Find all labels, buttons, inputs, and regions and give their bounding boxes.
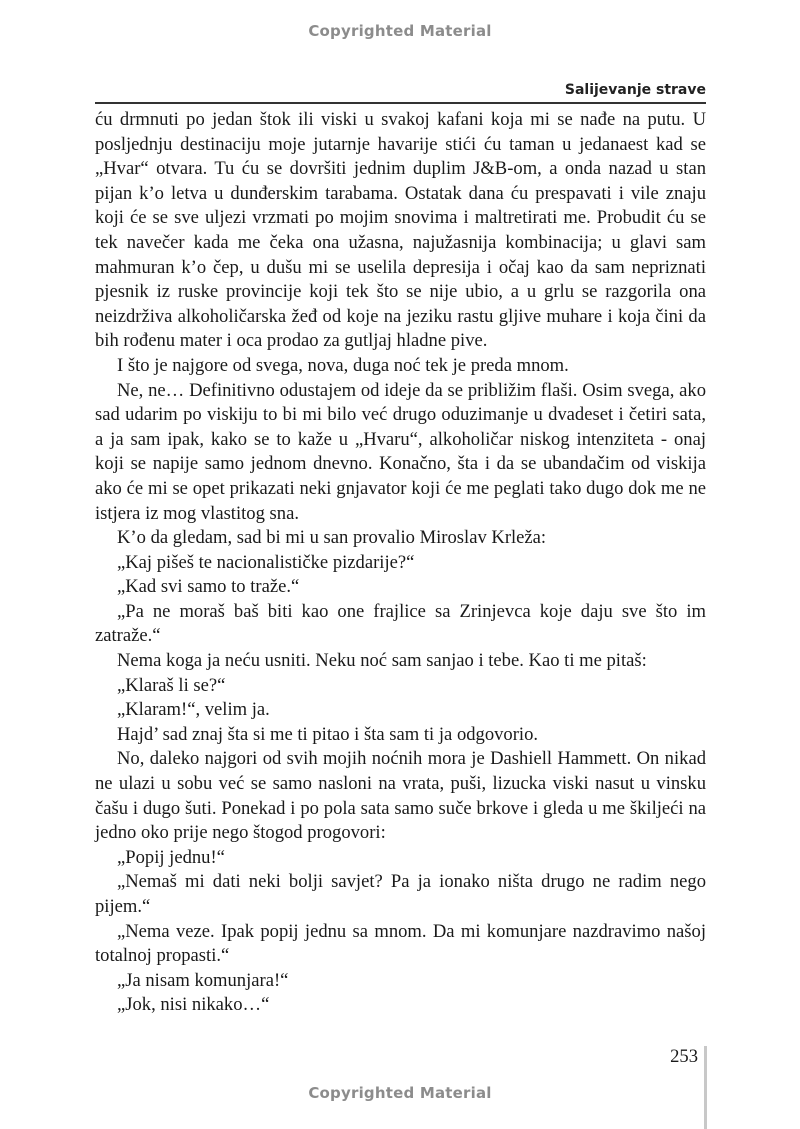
- paragraph: Nema koga ja neću usniti. Neku noć sam sanjao i tebe. Kao ti me pitaš:: [117, 650, 647, 672]
- paragraph: Hajd’ sad znaj šta si me ti pitao i šta sam ti ja odgovorio.: [117, 723, 539, 745]
- page-number: 253: [670, 1046, 698, 1067]
- dialogue-line: „Klaraš li se?“: [117, 674, 226, 696]
- copyright-notice-bottom: Copyrighted Material: [308, 1084, 492, 1102]
- dialogue-line: „Klaram!“, velim ja.: [117, 699, 270, 721]
- paragraph: Ne, ne… Definitivno odustajem od ideje da se približim flaši. Osim svega, ako sad udarim po viskiju to bi mi bilo već drugo oduzimanje u dvadeset i četiri sata, a ja sam ipak, kako se to kaže u „Hvaru“, alkoholičar niskog intenziteta - onaj koji se napije samo jednom dnevno. Konačno, šta i da se ubandačim od viskija ako će mi se opet prikazati neki gnjavator koji će me peglati tako dugo dok me ne istjera iz mog vlastitog sna.: [95, 379, 706, 524]
- header-rule: [95, 102, 706, 104]
- paragraph: I što je najgore od svega, nova, duga noć tek je preda mnom.: [117, 354, 569, 376]
- dialogue-line: „Kaj pišeš te nacionalističke pizdarije?“: [117, 551, 415, 573]
- dialogue-line: „Nema veze. Ipak popij jednu sa mnom. Da mi komunjare nazdravimo našoj totalnoj propasti.“: [95, 920, 706, 967]
- dialogue-line: „Jok, nisi nikako…“: [117, 994, 270, 1016]
- dialogue-line: „Pa ne moraš baš biti kao one frajlice sa Zrinjevca koje daju sve što im zatraže.“: [95, 600, 706, 647]
- dialogue-line: „Kad svi samo to traže.“: [117, 576, 300, 598]
- running-head: Salijevanje strave: [564, 82, 706, 98]
- body-text: [95, 108, 706, 1018]
- copyright-notice-top: Copyrighted Material: [308, 22, 492, 40]
- dialogue-line: „Ja nisam komunjara!“: [117, 969, 289, 991]
- paragraph: ću drmnuti po jedan štok ili viski u svakoj kafani koja mi se nađe na putu. U posljednju destinaciju moje jutarnje havarije stići ću taman u jedanaest kad se „Hvar“ otvara. Tu ću se dovršiti jednim duplim J&B-om, a onda nazad u stan pijan k’o letva u dunđerskim tarabama. Ostatak dana ću prespavati i vile znaju koji će se sve uljezi vrzmati po mojim snovima i maltretirati me. Probudit ću se tek navečer kada me čeka ona užasna, najužasnija kombinacija; u glavi sam mahmuran k’o čep, u dušu mi se uselila depresija i očaj kao da sam nepriznati pjesnik iz ruske provincije koji tek što se nije ubio, a u grlu se razgorila ona neizdrživa alkoholičarska žeđ od koje na jeziku rastu gljive muhare i koja čini da bih rođenu mater i oca prodao za gutljaj hladne pive.: [95, 109, 706, 352]
- dialogue-line: „Popij jednu!“: [117, 846, 225, 868]
- paragraph: K’o da gledam, sad bi mi u san provalio Miroslav Krleža:: [117, 527, 547, 549]
- dialogue-line: „Nemaš mi dati neki bolji savjet? Pa ja ionako ništa drugo ne radim nego pijem.“: [95, 871, 706, 917]
- paragraph: No, daleko najgori od svih mojih noćnih mora je Dashiell Hammett. On nikad ne ulazi u sobu već se samo nasloni na vrata, puši, lizucka viski nasut u vinsku čašu i dugo šuti. Ponekad i po pola sata samo suče brkove i gleda u me škiljeći na jedno oko prije nego štogod progovori:: [95, 748, 706, 844]
